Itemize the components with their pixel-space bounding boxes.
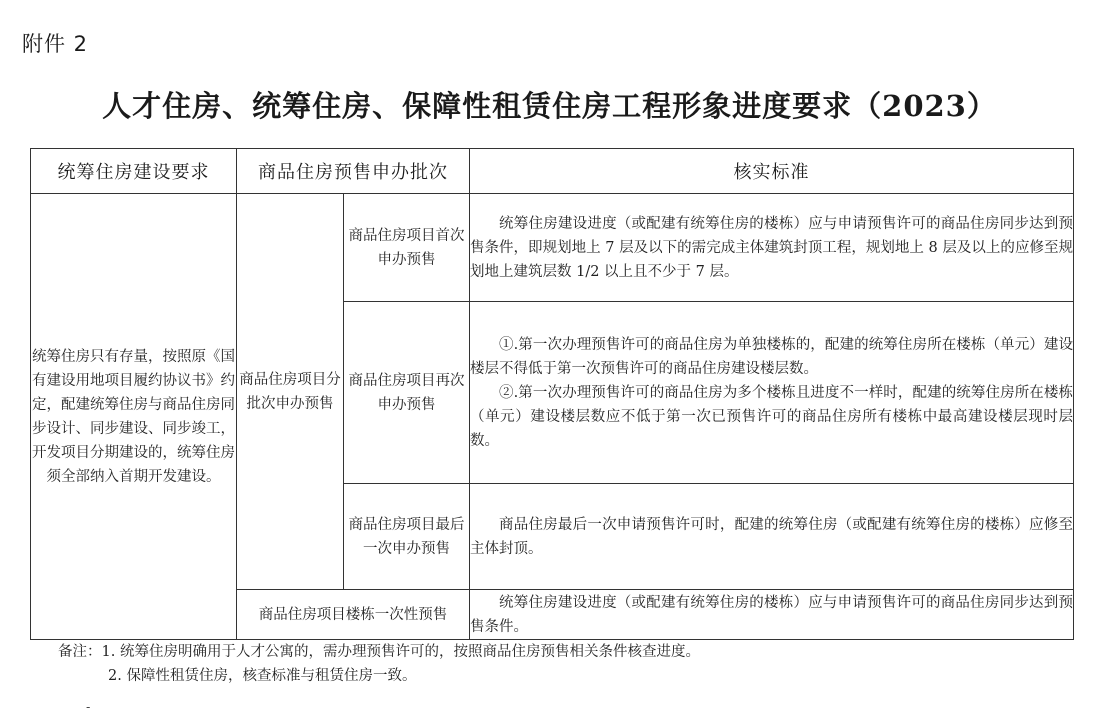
standard-cell (470, 590, 1074, 640)
sub-batch-cell: 商品住房项目再次申办预售 (344, 302, 470, 484)
table-row (31, 194, 1074, 302)
document-title: 人才住房、统筹住房、保障性租赁住房工程形象进度要求（2023） (102, 89, 997, 123)
standard-cell (470, 484, 1074, 590)
standard-paragraph: 商品住房最后一次申请预售许可时，配建的统筹住房（或配建有统筹住房的楼栋）应修至主体封顶。 (470, 516, 1073, 557)
note-line: 2. 保障性租赁住房，核查标准与租赁住房一致。 (108, 668, 417, 684)
page-mark: - (86, 700, 91, 714)
notes (58, 640, 700, 688)
standard-cell (470, 194, 1074, 302)
note-line: 备注：1. 统筹住房明确用于人才公寓的，需办理预售许可的，按照商品住房预售相关条件核查进度。 (58, 644, 700, 660)
one-time-presale-cell: 商品住房项目楼栋一次性预售 (237, 590, 470, 640)
header-standard: 核实标准 (470, 149, 1074, 194)
requirement-cell: 统筹住房只有存量，按照原《国有建设用地项目履约协议书》约定，配建统筹住房与商品住房同步设计、同步建设、同步竣工，开发项目分期建设的，统筹住房须全部纳入首期开发建设。 (31, 194, 237, 640)
standard-cell (470, 302, 1074, 484)
standard-paragraph: ②.第一次办理预售许可的商品住房为多个楼栋且进度不一样时，配建的统筹住房所在楼栋（单元）建设楼层数应不低于第一次已预售许可的商品住房所有楼栋中最高建设楼层现时层数。 (470, 384, 1073, 449)
sub-batch-cell: 商品住房项目首次申办预售 (344, 194, 470, 302)
sub-batch-cell: 商品住房项目最后一次申办预售 (344, 484, 470, 590)
table-header-row (31, 149, 1074, 194)
header-batch: 商品住房预售申办批次 (237, 149, 470, 194)
standard-paragraph: 统筹住房建设进度（或配建有统筹住房的楼栋）应与申请预售许可的商品住房同步达到预售条件。 (470, 594, 1073, 635)
standard-paragraph: 统筹住房建设进度（或配建有统筹住房的楼栋）应与申请预售许可的商品住房同步达到预售条件，即规划地上 7 层及以下的需完成主体建筑封顶工程，规划地上 8 层及以上的应修至规划地上建筑层数 1/2 以上且不少于 7 层。 (470, 215, 1073, 280)
attachment-label: 附件 2 (22, 32, 89, 56)
batch-group-cell: 商品住房项目分批次申办预售 (237, 194, 344, 590)
standard-paragraph: ①.第一次办理预售许可的商品住房为单独楼栋的，配建的统筹住房所在楼栋（单元）建设楼层不得低于第一次预售许可的商品住房建设楼层数。 (470, 336, 1073, 377)
header-requirement: 统筹住房建设要求 (31, 149, 237, 194)
requirements-table (30, 148, 1074, 640)
